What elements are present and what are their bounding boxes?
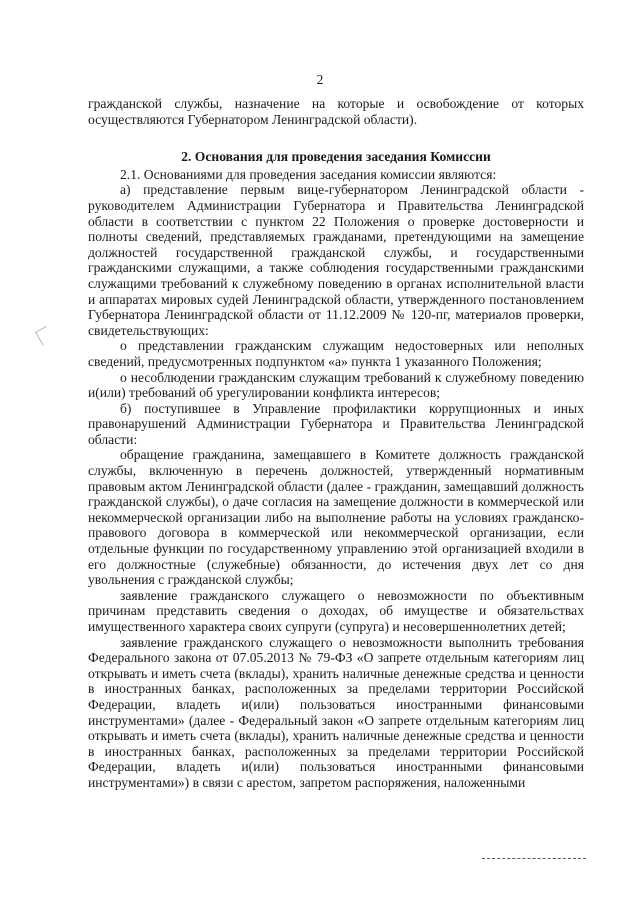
paragraph-citizen-appeal: обращение гражданина, замещавшего в Комитете должность гражданской службы, включенную в перечень должностей, утвержденный нормативным правовым актом Ленинградской области (далее - гражданин, замещавший должность гражданской службы), о даче согласия на замещение должности в коммерческой или некоммерческой организации либо на выполнение работы на условиях гражданско-правового договора в коммерческой или некоммерческой организации, если отдельные функции по государственному управлению этой организацией входили в его должностные (служебные) обязанности, до истечения двух лет со дня увольнения с гражданской службы; (88, 447, 584, 588)
paragraph-b: б) поступившее в Управление профилактики коррупционных и иных правонарушений Администрации Губернатора и Правительства Ленинградской области: (88, 400, 584, 447)
paragraph-income-statement: заявление гражданского служащего о невозможности по объективным причинам представить сведения о доходах, об имуществе и обязательствах имущественного характера своих супруги (супруга) и несовершеннолетних детей; (88, 587, 584, 634)
paragraph-noncompliance: о несоблюдении гражданским служащим требований к служебному поведению и(или) требований об урегулировании конфликта интересов; (88, 369, 584, 401)
paragraph-federal-law: заявление гражданского служащего о невозможности выполнить требования Федерального закона от 07.05.2013 № 79-ФЗ «О запрете отдельным категориям лиц открывать и иметь счета (вклады), хранить наличные денежные средства и ценности в иностранных банках, расположенных за пределами территории Российской Федерации, владеть и(или) пользоваться иностранными финансовыми инструментами» (далее - Федеральный закон «О запрете отдельным категориям лиц открывать и иметь счета (вклады), хранить наличные денежные средства и ценности в иностранных банках, расположенных за пределами территории Российской Федерации, владеть и(или) пользоваться иностранными финансовыми инструментами») в связи с арестом, запретом распоряжения, наложенными (88, 634, 584, 790)
margin-pencil-mark (35, 326, 54, 345)
paragraph-inaccurate-info: о представлении гражданским служащим недостоверных или неполных сведений, предусмотренных подпунктом «а» пункта 1 указанного Положения; (88, 338, 584, 369)
footer-dashed-line (482, 858, 586, 859)
paragraph-2-1: 2.1. Основаниями для проведения заседания комиссии являются: (120, 166, 497, 182)
section-heading: 2. Основания для проведения заседания Комиссии (181, 149, 491, 165)
paragraph-continuation: гражданской службы, назначение на которые и освобождение от которых осуществляются Губернатором Ленинградской области). (88, 96, 584, 127)
paragraph-a: а) представление первым вице-губернатором Ленинградской области - руководителем Администрации Губернатора и Правительства Ленинградской области в соответствии с пунктом 22 Положения о проверке достоверности и полноты сведений, представляемых гражданами, претендующими на замещение должностей государственной гражданской службы, и государственными гражданскими служащими, а также соблюдения государственными гражданскими служащими требований к служебному поведению в органах исполнительной власти и аппаратах мировых судей Ленинградской области, утвержденного постановлением Губернатора Ленинградской области от 11.12.2009 № 120-пг, материалов проверки, свидетельствующих: (88, 182, 584, 338)
document-body (88, 96, 584, 791)
page-number: 2 (316, 72, 324, 87)
